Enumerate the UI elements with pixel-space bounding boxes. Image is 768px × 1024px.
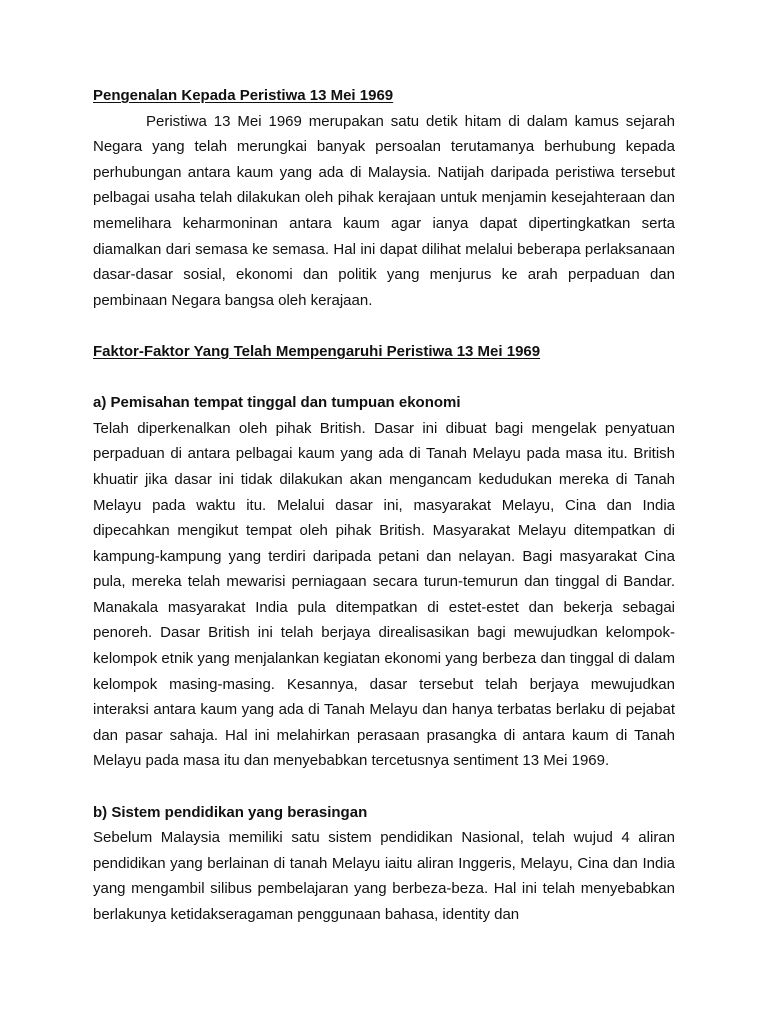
spacer bbox=[93, 774, 675, 800]
spacer bbox=[93, 313, 675, 339]
intro-title: Pengenalan Kepada Peristiwa 13 Mei 1969 bbox=[93, 87, 394, 104]
section-a-heading: a) Pemisahan tempat tinggal dan tumpuan ekonomi bbox=[93, 394, 461, 412]
document-page bbox=[93, 83, 675, 928]
factors-title: Faktor-Faktor Yang Telah Mempengaruhi Peristiwa 13 Mei 1969 bbox=[93, 342, 541, 360]
section-b-heading: b) Sistem pendidikan yang berasingan bbox=[93, 803, 368, 821]
spacer bbox=[93, 365, 675, 391]
section-a-paragraph: Telah diperkenalkan oleh pihak British. Dasar ini dibuat bagi mengelak penyatuan perpaduan di antara pelbagai kaum yang ada di Tanah Melayu pada masa itu. British khuatir jika dasar ini tidak dilakukan akan mengancam kedudukan mereka di Tanah Melayu pada waktu itu. Melalui dasar ini, masyarakat Melayu, Cina dan India dipecahkan mengikut tempat oleh pihak British. Masyarakat Melayu ditempatkan di kampung-kampung yang terdiri daripada petani dan nelayan. Bagi masyarakat Cina pula, mereka telah mewarisi perniagaan secara turun-temurun dan tinggal di Bandar. Manakala masyarakat India pula ditempatkan di estet-estet dan bekerja sebagai penoreh. Dasar British ini telah berjaya direalisasikan bagi mewujudkan kelompok-kelompok etnik yang menjalankan kegiatan ekonomi yang berbeza dan tinggal di dalam kelompok masing-masing. Kesannya, dasar tersebut telah berjaya mewujudkan interaksi antara kaum yang ada di Tanah Melayu dan hanya terbatas berlaku di pejabat dan pasar sahaja. Hal ini melahirkan perasaan prasangka di antara kaum di Tanah Melayu pada masa itu dan menyebabkan tercetusnya sentiment 13 Mei 1969. bbox=[93, 419, 675, 770]
section-b-paragraph: Sebelum Malaysia memiliki satu sistem pendidikan Nasional, telah wujud 4 aliran pendidikan yang berlainan di tanah Melayu iaitu aliran Inggeris, Melayu, Cina dan India yang mengambil silibus pembelajaran yang berbeza-beza. Hal ini telah menyebabkan berlakunya ketidakseragaman penggunaan bahasa, identity dan bbox=[93, 829, 675, 923]
intro-paragraph: Peristiwa 13 Mei 1969 merupakan satu detik hitam di dalam kamus sejarah Negara yang telah merungkai banyak persoalan terutamanya berhubung kepada perhubungan antara kaum yang ada di Malaysia. Natijah daripada peristiwa tersebut pelbagai usaha telah dilakukan oleh pihak kerajaan untuk menjamin kesejahteraan dan memelihara keharmoninan antara kaum agar ianya dapat dipertingkatkan serta diamalkan dari semasa ke semasa. Hal ini dapat dilihat melalui beberapa perlaksanaan dasar-dasar sosial, ekonomi dan politik yang menjurus ke arah perpaduan dan pembinaan Negara bangsa oleh kerajaan. bbox=[93, 112, 675, 309]
